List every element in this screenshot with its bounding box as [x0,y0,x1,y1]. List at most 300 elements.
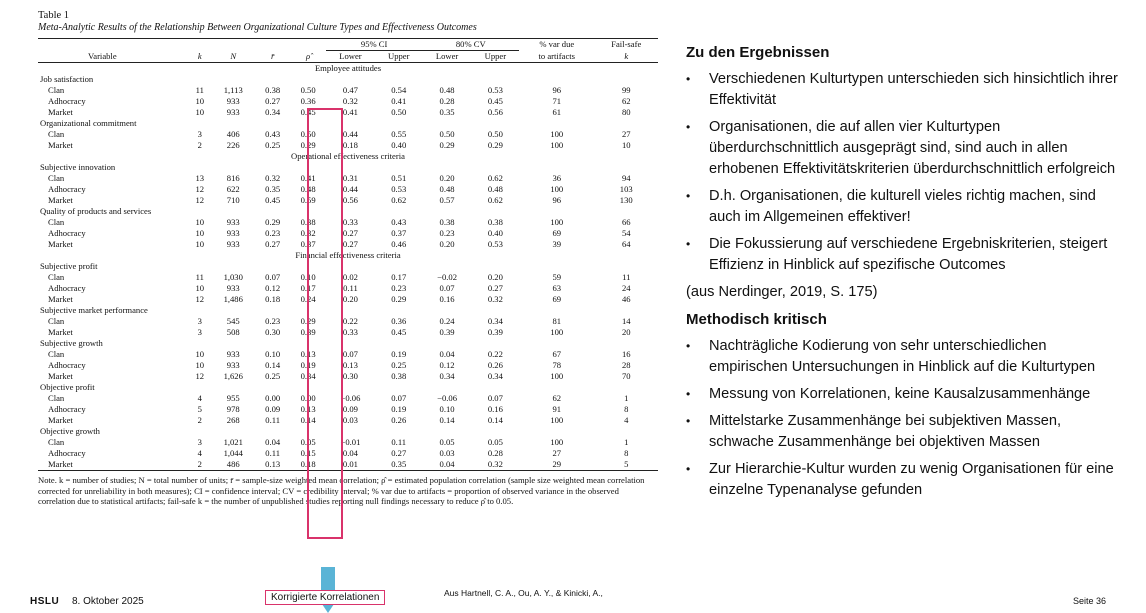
table-cell: 0.39 [439,327,455,337]
table-cell: 0.03 [342,415,358,425]
table-cell: 0.23 [265,228,281,238]
table-body [38,63,658,471]
table-row [38,283,658,294]
table-cell: −0.01 [340,437,361,447]
table-row [38,360,658,371]
table-cell: 66 [621,217,631,227]
table-cell: 0.45 [391,327,407,337]
group-row [38,206,658,217]
table-cell: 0.29 [391,294,407,304]
table-row [38,195,658,206]
group-label: Subjective profit [40,261,98,271]
table-cell: 0.44 [342,184,358,194]
table-cell: 67 [552,349,562,359]
table-cell: 29 [552,459,562,469]
group-row [38,162,658,173]
table-cell: 0.51 [391,173,407,183]
table-cell: 0.38 [265,85,281,95]
table-row [38,85,658,96]
table-cell: 0.16 [487,404,503,414]
hslu-logo: HSLU [30,596,60,607]
table-cell: 0.48 [300,184,316,194]
table-cell: 0.09 [342,404,358,414]
group-row [38,338,658,349]
table-cell: 0.36 [300,96,316,106]
section-row [38,151,658,162]
results-list [686,69,1126,276]
table-cell: 0.34 [300,371,316,381]
table-cell: 0.46 [391,239,407,249]
table-cell: 0.34 [265,107,281,117]
table-cell: 0.07 [439,283,455,293]
table-cell: 0.01 [342,459,358,469]
table-cell: 0.43 [391,217,407,227]
table-cell: 100 [550,437,564,447]
row-label: Clan [48,217,65,227]
table-row [38,393,658,404]
table-cell: 3 [197,437,202,447]
footer-date: 8. Oktober 2025 [72,596,144,607]
table-cell: 2 [197,459,202,469]
table-cell: 91 [552,404,562,414]
table-cell: 11 [195,272,204,282]
table-cell: 268 [226,415,240,425]
table-cell: 0.17 [300,283,316,293]
table-cell: 0.48 [487,184,503,194]
table-cell: 0.26 [487,360,503,370]
table-cell: 0.07 [265,272,281,282]
table-cell: 4 [197,448,202,458]
page-number: Seite 36 [1072,596,1106,606]
table-cell: 10 [195,107,205,117]
table-cell: 0.47 [342,85,358,95]
table-cell: 100 [550,371,564,381]
table-cell: 0.35 [391,459,407,469]
row-label: Adhocracy [48,96,86,106]
table-cell: 63 [552,283,562,293]
table-cell: 0.27 [265,239,281,249]
table-cell: 0.13 [265,459,281,469]
table-cell: 0.20 [487,272,503,282]
table-cell: 1,113 [223,85,243,95]
table-row [38,415,658,426]
table-cell: 0.50 [391,107,407,117]
section-row [38,250,658,261]
section-label: Employee attitudes [314,63,382,73]
row-label: Adhocracy [48,404,86,414]
table-cell: 0.41 [342,107,358,117]
table-cell: 0.32 [487,459,503,469]
row-label: Clan [48,393,65,403]
table-cell: 0.11 [265,415,281,425]
group-label: Subjective market performance [40,305,148,315]
table-cell: 100 [550,184,564,194]
row-label: Clan [48,272,65,282]
table-row [38,437,658,448]
table-cell: 0.32 [265,173,281,183]
table-header-row-2 [38,51,658,63]
ci-upper-header: Upper [388,51,410,61]
table-row [38,228,658,239]
table-cell: 100 [550,217,564,227]
table-cell: 933 [226,239,240,249]
table-cell: 28 [621,360,631,370]
table-cell: 62 [552,393,562,403]
table-cell: 71 [552,96,562,106]
table-cell: 54 [621,228,631,238]
table-title: Meta-Analytic Results of the Relationship Between Organizational Culture Types and Effectiveness Outcomes [38,22,477,33]
table-cell: 0.38 [300,217,316,227]
table-cell: 0.27 [342,228,358,238]
table-cell: 0.04 [439,459,455,469]
table-cell: 0.33 [342,217,358,227]
group-label: Objective growth [40,426,100,436]
table-cell: 0.20 [439,239,455,249]
group-label: Job satisfaction [40,74,94,84]
table-cell: 0.04 [265,437,281,447]
table-cell: 27 [621,129,631,139]
table-cell: 10 [195,239,205,249]
group-row [38,382,658,393]
group-label: Quality of products and services [40,206,152,216]
table-cell: 0.37 [300,239,316,249]
table-cell: 69 [552,294,562,304]
ci-header: 95% CI [326,39,423,51]
table-cell: 2 [197,415,202,425]
group-row [38,426,658,437]
footer [0,588,1146,613]
critical-item: • Zur Hierarchie-Kultur wurden zu wenig Organisationen für eine einzelne Typenanalyse gefunden [686,459,1126,501]
table-cell: 0.05 [439,437,455,447]
table-cell: 0.38 [391,371,407,381]
table-cell: 0.38 [439,217,455,227]
table-cell: 0.14 [439,415,455,425]
table-cell: 0.31 [342,173,358,183]
critical-item: • Mittelstarke Zusammenhänge bei subjektiven Massen, schwache Zusammenhänge bei objektiven Massen [686,411,1126,453]
table-cell: 0.34 [439,371,455,381]
group-row [38,118,658,129]
critical-heading: Methodisch kritisch [686,311,827,328]
table-cell: 0.53 [487,239,503,249]
table-cell: 0.05 [300,437,316,447]
table-row [38,173,658,184]
table-cell: 0.24 [300,294,316,304]
table-cell: 0.39 [487,327,503,337]
table-cell: 4 [197,393,202,403]
section-row [38,63,658,75]
table-cell: 0.35 [439,107,455,117]
table-cell: 0.43 [265,129,281,139]
table-cell: 0.11 [265,448,281,458]
table-cell: 0.12 [265,283,281,293]
table-cell: 0.59 [300,195,316,205]
table-cell: 816 [226,173,240,183]
table-cell: 0.13 [300,349,316,359]
table-cell: 78 [552,360,562,370]
table-cell: −0.06 [437,393,457,403]
table-cell: 46 [621,294,631,304]
table-cell: 226 [226,140,240,150]
table-cell: 0.41 [300,173,316,183]
table-cell: 0.38 [487,217,503,227]
table-cell: 4 [624,415,629,425]
table-cell: 0.30 [265,327,281,337]
table-cell: 5 [624,459,629,469]
table-row [38,459,658,471]
table-cell: 0.29 [439,140,455,150]
table-cell: 0.32 [300,228,316,238]
table-row [38,217,658,228]
table-cell: 0.25 [265,371,281,381]
row-label: Adhocracy [48,184,86,194]
critical-item: • Nachträgliche Kodierung von sehr unterschiedlichen empirischen Untersuchungen in Hinblick auf die Kulturtypen [686,336,1126,378]
table-cell: 10 [195,360,205,370]
table-cell: −0.02 [437,272,457,282]
table-cell: 0.14 [487,415,503,425]
table-cell: 0.20 [342,294,358,304]
table-cell: 0.05 [487,437,503,447]
rho-header: ρ̂ [306,50,311,61]
table-cell: 545 [226,316,240,326]
table-cell: 69 [552,228,562,238]
row-label: Market [48,195,73,205]
var-header-1: % var due [539,39,575,50]
group-label: Organizational commitment [40,118,137,128]
r-header: r̄ [270,50,275,61]
group-row [38,305,658,316]
table-cell: 0.00 [300,393,316,403]
table-row [38,404,658,415]
fs-header-1: Fail-safe [611,39,642,50]
table-cell: 0.41 [391,96,407,106]
table-cell: 11 [622,272,631,282]
table-cell: 0.35 [265,184,281,194]
table-cell: 0.11 [343,283,358,293]
table-cell: 933 [226,96,240,106]
table-cell: 130 [619,195,633,205]
table-row [38,129,658,140]
table-cell: 24 [621,283,631,293]
table-cell: 933 [226,283,240,293]
table-cell: 0.19 [300,360,316,370]
table-row [38,96,658,107]
table-cell: 0.36 [391,316,407,326]
table-cell: 0.20 [439,173,455,183]
table-cell: 0.22 [487,349,503,359]
table-cell: 0.34 [487,316,503,326]
table-cell: 70 [621,371,631,381]
cv-upper-header: Upper [484,51,507,61]
row-label: Market [48,459,73,469]
row-label: Clan [48,173,65,183]
table-cell: 933 [226,349,240,359]
row-label: Clan [48,129,65,139]
table-cell: 100 [550,129,564,139]
table-cell: 99 [621,85,631,95]
table-cell: 0.11 [391,437,407,447]
table-cell: 96 [552,85,562,95]
result-item: • Die Fokussierung auf verschiedene Ergebniskriterien, steigert Effizienz in Hinblick auf spezifische Outcomes [686,234,1126,276]
table-cell: 0.48 [439,184,455,194]
table-cell: 0.56 [342,195,358,205]
table-cell: 0.37 [391,228,407,238]
row-label: Clan [48,437,65,447]
variable-header: Variable [88,50,117,61]
table-cell: 16 [621,349,631,359]
table-cell: 10 [195,349,205,359]
table-cell: 3 [197,316,202,326]
table-cell: 0.62 [391,195,407,205]
table-row [38,316,658,327]
notes-panel [686,42,1126,507]
table-cell: 103 [619,184,633,194]
table-cell: 0.34 [487,371,503,381]
table-cell: 81 [552,316,562,326]
table-cell: 1,021 [223,437,243,447]
table-cell: 0.23 [391,283,407,293]
result-item: • D.h. Organisationen, die kulturell vieles richtig machen, sind auch im Allgemeinen effektiver! [686,186,1126,228]
table-cell: 0.30 [342,371,358,381]
row-label: Adhocracy [48,283,86,293]
k-header: k [197,50,202,61]
table-cell: 0.53 [391,184,407,194]
table-cell: 0.07 [391,393,407,403]
table-cell: 0.16 [439,294,455,304]
table-cell: 0.04 [439,349,455,359]
row-label: Market [48,294,73,304]
table-cell: 0.18 [300,459,316,469]
table-cell: 0.19 [391,349,407,359]
table-cell: 39 [552,239,562,249]
table-cell: 100 [550,327,564,337]
meta-analysis-table [38,38,658,471]
table-cell: 0.28 [439,96,455,106]
row-label: Market [48,415,73,425]
table-cell: 955 [226,393,240,403]
table-cell: 0.03 [439,448,455,458]
table-cell: 1,044 [223,448,243,458]
table-cell: 0.55 [391,129,407,139]
table-cell: 0.14 [300,415,316,425]
table-cell: −0.06 [340,393,361,403]
table-cell: 0.48 [439,85,455,95]
table-cell: 0.62 [487,195,503,205]
critical-list [686,336,1126,501]
table-cell: 0.25 [391,360,407,370]
cv-lower-header: Lower [435,51,459,61]
table-cell: 0.32 [342,96,358,106]
table-cell: 1,626 [223,371,243,381]
corrected-correlations-label: Korrigierte Korrelationen [265,590,385,605]
table-cell: 0.27 [487,283,503,293]
table-cell: 36 [552,173,562,183]
table-cell: 13 [195,173,205,183]
row-label: Clan [48,85,65,95]
table-cell: 14 [621,316,631,326]
table-cell: 0.53 [487,85,503,95]
table-cell: 0.04 [342,448,358,458]
table-row [38,272,658,283]
row-label: Adhocracy [48,228,86,238]
table-cell: 10 [621,140,631,150]
cv-header: 80% CV [422,39,519,51]
table-row [38,140,658,151]
table-row [38,327,658,338]
table-cell: 0.13 [300,404,316,414]
table-cell: 0.12 [439,360,455,370]
group-label: Subjective innovation [40,162,116,172]
row-label: Market [48,239,73,249]
table-cell: 96 [552,195,562,205]
table-cell: 8 [624,404,629,414]
table-cell: 0.17 [391,272,407,282]
table-cell: 0.09 [265,404,281,414]
table-cell: 0.18 [265,294,281,304]
fs-header-2: k [624,50,629,61]
table-cell: 933 [226,360,240,370]
table-cell: 0.57 [439,195,455,205]
table-note: Note. k = number of studies; N = total number of units; r̄ = sample-size weighted mean correlation; ρ̂ = estimated population correlation (sample size weighted mean correlation corrected for unreliability in both measures); CI = confidence interval; CV = credibility interval; % var due to artifacts = proportion of observed variance in the observed correlation due to statistical artifacts; fail-safe k = the number of unpublished studies reporting null findings necessary to reduce ρ̂ to 0.05. [38,475,645,506]
table-row [38,107,658,118]
table-cell: 1,486 [223,294,243,304]
table-cell: 0.07 [342,349,358,359]
row-label: Clan [48,316,65,326]
table-cell: 27 [552,448,562,458]
table-cell: 12 [195,195,205,205]
table-cell: 0.54 [391,85,407,95]
group-row [38,261,658,272]
table-cell: 0.13 [342,360,358,370]
table-cell: 1,030 [223,272,243,282]
table-cell: 978 [226,404,240,414]
table-cell: 3 [197,129,202,139]
table-cell: 0.15 [300,448,316,458]
meta-analysis-table-figure [38,10,658,507]
table-cell: 0.29 [265,217,281,227]
table-cell: 0.45 [265,195,281,205]
table-cell: 11 [195,85,204,95]
result-item: • Verschiedenen Kulturtypen unterschieden sich hinsichtlich ihrer Effektivität [686,69,1126,111]
table-row [38,349,658,360]
table-cell: 20 [621,327,631,337]
table-cell: 59 [552,272,562,282]
ci-lower-header: Lower [339,51,362,61]
table-cell: 64 [621,239,631,249]
table-cell: 80 [621,107,631,117]
critical-item: • Messung von Korrelationen, keine Kausalzusammenhänge [686,384,1126,405]
table-cell: 62 [621,96,631,106]
table-cell: 933 [226,107,240,117]
table-cell: 5 [197,404,202,414]
table-cell: 0.33 [342,327,358,337]
table-cell: 0.19 [391,404,407,414]
table-cell: 0.62 [487,173,503,183]
section-label: Financial effectiveness criteria [295,250,401,260]
table-cell: 0.56 [487,107,503,117]
table-cell: 0.28 [487,448,503,458]
table-cell: 0.24 [439,316,455,326]
table-cell: 12 [195,184,205,194]
table-cell: 10 [195,228,205,238]
row-label: Market [48,140,73,150]
table-caption: Table 1 [38,10,70,21]
table-cell: 12 [195,371,205,381]
table-cell: 0.22 [342,316,358,326]
table-cell: 0.50 [439,129,455,139]
table-cell: 8 [624,448,629,458]
table-cell: 0.27 [391,448,407,458]
table-row [38,294,658,305]
